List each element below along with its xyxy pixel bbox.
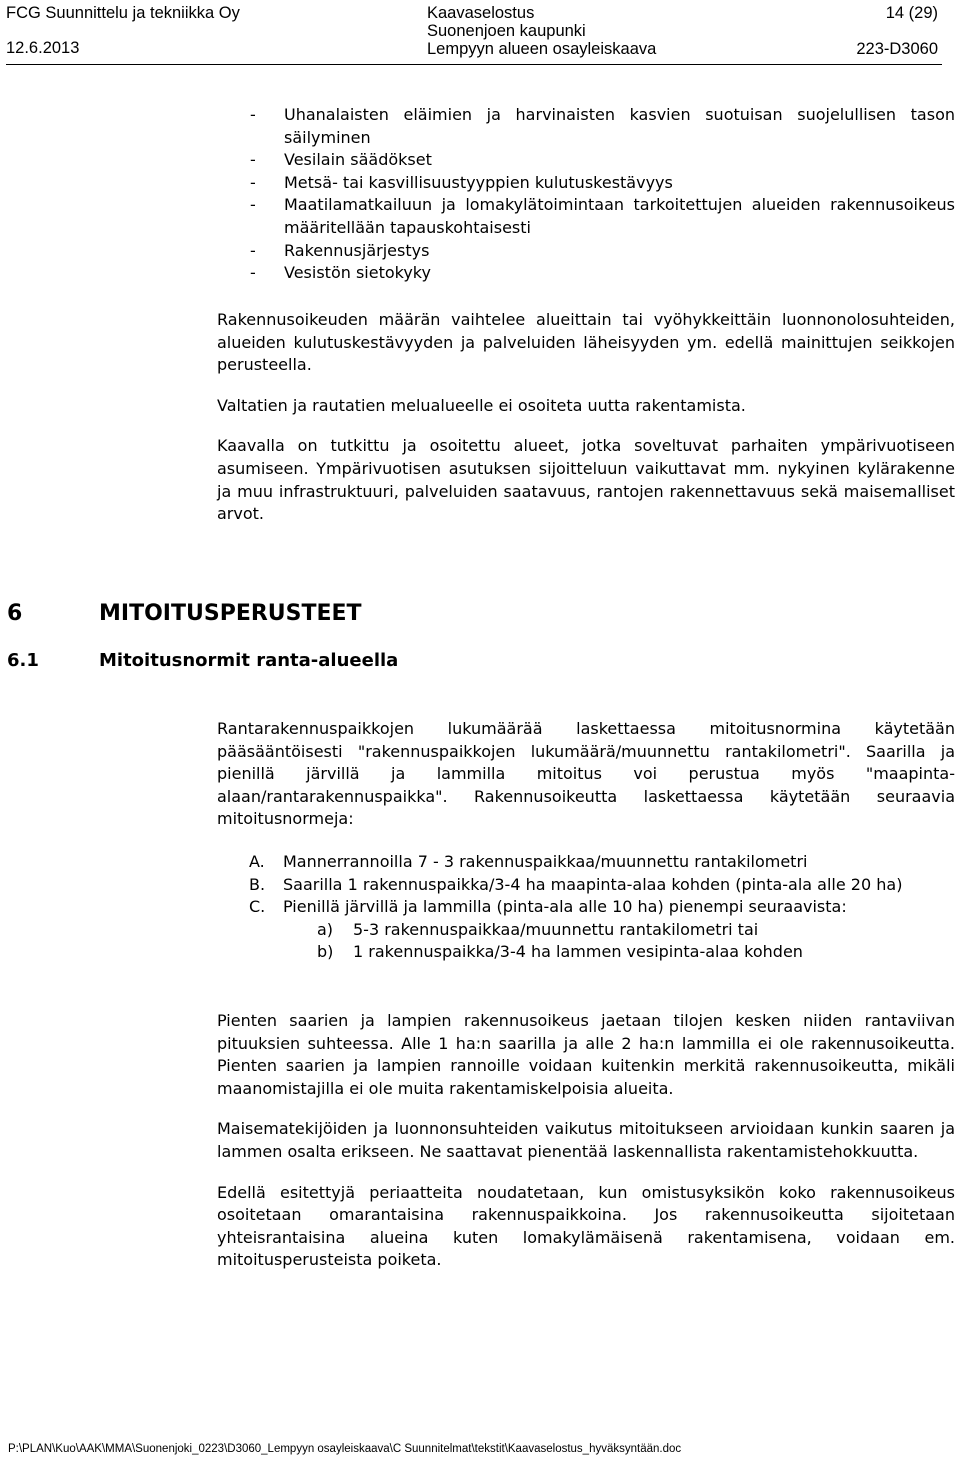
list-item: - Uhanalaisten eläimien ja harvinaisten kasvien suotuisan suojelullisen tason säilyminen [250, 105, 955, 147]
paragraph: Edellä esitettyjä periaatteita noudatetaan, kun omistusyksikön koko rakennusoikeus osoitetaan omarantaisina rakennuspaikkoina. Jos rakennusoikeutta sijoitetaan yhteisrantaisina alueina kuten lomakylämäisenä rakentamisena, voidaan em. mitoitusperusteista poiketa. [217, 1182, 955, 1270]
list-item: - Maatilamatkailuun ja lomakylätoimintaan tarkoitettujen alueiden rakennusoikeus määritellään tapauskohtaisesti [250, 195, 955, 237]
body-text-top [217, 309, 955, 544]
sub-list-item: a) 5-3 rakennuspaikkaa/muunnettu rantakilometri tai [317, 919, 759, 939]
header-company: FCG Suunnittelu ja tekniikka Oy [6, 4, 240, 22]
header-page-number: 14 (29) [885, 4, 938, 22]
norms-list [249, 851, 955, 964]
criteria-list [250, 104, 955, 285]
paragraph: Pienten saarien ja lampien rakennusoikeus jaetaan tilojen kesken niiden rantaviivan pituuksien suhteessa. Alle 1 ha:n saarilla ja alle 2 ha:n lammilla ei ole rakennusoikeutta. Pienten saarien ja lampien rannoille voidaan kuitenkin merkitä rakennusoikeutta, mikäli maanomistajilla ei ole muita rakentamiskelpoisia alueita. [217, 1011, 955, 1098]
footer-file-path: P:\PLAN\Kuo\AAK\MMA\Suonenjoki_0223\D3060_Lempyyn osayleiskaava\C Suunnitelmat\tekstit\Kaavaselostus_hyväksyntään.doc [8, 1443, 682, 1455]
subsection-title: Mitoitusnormit ranta-alueella [99, 650, 399, 671]
subsection-number: 6.1 [7, 650, 39, 671]
paragraph: Rakennusoikeuden määrän vaihtelee alueittain tai vyöhykkeittäin luonnonolosuhteiden, alueiden kulutuskestävyyden ja palveluiden läheisyyden ym. edellä mainittujen seikkojen perusteella. [217, 310, 955, 375]
intro-text [217, 718, 955, 849]
list-item: A. Mannerrannoilla 7 - 3 rakennuspaikkaa/muunnettu rantakilometri [249, 852, 808, 871]
header-client: Suonenjoen kaupunki [427, 22, 586, 40]
paragraph: Maisematekijöiden ja luonnonsuhteiden vaikutus mitoitukseen arvioidaan kunkin saaren ja lammen osalta erikseen. Ne saattavat pienentää laskennallista rakentamistehokkuutta. [217, 1119, 955, 1161]
header-divider [6, 64, 942, 65]
list-item: - Metsä- tai kasvillisuustyyppien kulutuskestävyys [250, 172, 673, 192]
list-item: - Rakennusjärjestys [250, 240, 430, 260]
list-item: B. Saarilla 1 rakennuspaikka/3-4 ha maapinta-alaa kohden (pinta-ala alle 20 ha) [249, 874, 903, 894]
header-plan-name: Lempyyn alueen osayleiskaava [427, 40, 657, 58]
paragraph: Valtatien ja rautatien melualueelle ei osoiteta uutta rakentamista. [217, 395, 746, 415]
paragraph: Rantarakennuspaikkojen lukumäärää laskettaessa mitoitusnormina käytetään pääsääntöisesti "rakennuspaikkojen lukumäärä/muunnettu rantakilometri". Saarilla ja pienillä järvillä ja lammilla mitoitus voi perustua myös "maapinta-alaan/rantarakennuspaikka". Rakennusoikeutta laskettaessa käytetään seuraavia mitoitusnormeja: [217, 719, 955, 829]
list-item: - Vesistön sietokyky [250, 263, 431, 283]
section-heading [7, 600, 362, 628]
header-doc-type: Kaavaselostus [427, 4, 535, 22]
section-number: 6 [7, 601, 23, 626]
page-header [6, 0, 942, 64]
paragraph: Kaavalla on tutkittu ja osoitettu alueet, jotka soveltuvat parhaiten ympärivuotiseen asumiseen. Ympärivuotisen asutuksen sijoitteluun vaikuttavat mm. nykyinen kylärakenne ja muu infrastruktuuri, palveluiden saatavuus, rantojen rakennettavuus sekä maisemalliset arvot. [217, 436, 955, 524]
header-project-code: 223-D3060 [856, 40, 938, 58]
body-text-bottom [217, 1010, 955, 1290]
sub-list-item: b) 1 rakennuspaikka/3-4 ha lammen vesipinta-alaa kohden [317, 942, 803, 962]
list-item: - Vesilain säädökset [250, 150, 432, 170]
section-title: MITOITUSPERUSTEET [99, 601, 362, 626]
header-date: 12.6.2013 [6, 39, 80, 57]
subsection-heading [7, 649, 398, 673]
list-item: C. Pienillä järvillä ja lammilla (pinta-ala alle 10 ha) pienempi seuraavista: [249, 897, 847, 917]
